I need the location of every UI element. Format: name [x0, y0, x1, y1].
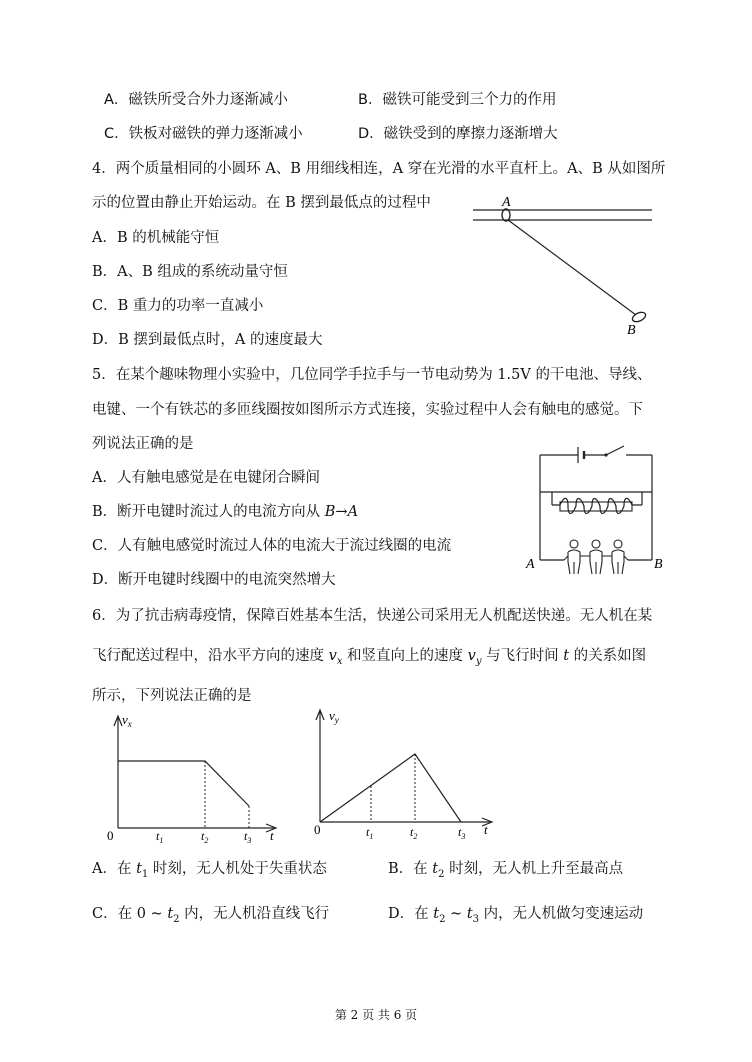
q5-option-a: A．人有触电感觉是在电键闭合瞬间	[92, 470, 320, 486]
vy-curve	[320, 754, 461, 822]
vy-axis-label: $v_y$	[329, 708, 339, 725]
q4-stem-line1: 4．两个质量相同的小圆环 A、B 用细线相连，A 穿在光滑的水平直杆上。A、B 从如图所	[92, 161, 666, 177]
q6-option-d: D．在 $t_2$ ~ $t_3$ 内，无人机做匀变速运动	[388, 906, 644, 925]
vy-t3-label: $t_3$	[458, 825, 466, 841]
q6-stem-line1: 6．为了抗击病毒疫情，保障百姓基本生活，快递公司采用无人机配送快递。无人机在某	[92, 608, 653, 624]
q6-option-b: B．在 $t_2$ 时刻，无人机上升至最高点	[388, 861, 624, 880]
q6-option-c: C．在 0 ~ $t_2$ 内，无人机沿直线飞行	[92, 906, 330, 925]
q5-stem-line1: 5．在某个趣味物理小实验中，几位同学手拉手与一节电动势为 1.5V 的干电池、导线、	[92, 367, 652, 383]
q5-option-c: C．人有触电感觉时流过人体的电流大于流过线圈的电流	[92, 538, 452, 554]
q4-option-c: C．B 重力的功率一直减小	[92, 298, 264, 314]
page-footer: 第 2 页 共 6 页	[334, 1008, 418, 1022]
q4-option-d: D．B 摆到最低点时，A 的速度最大	[92, 332, 323, 348]
q6-stem-line2: 飞行配送过程中，沿水平方向的速度 $v_x$ 和竖直向上的速度 $v_y$ 与飞行时间 t 的关系如图	[92, 648, 647, 667]
q3-option-b: B．磁铁可能受到三个力的作用	[358, 92, 557, 108]
q5-stem-line2: 电键、一个有铁芯的多匝线圈按如图所示方式连接，实验过程中人会有触电的感觉。下	[92, 402, 643, 418]
switch-blade	[606, 446, 624, 455]
iron-core	[560, 502, 632, 511]
vy-t1-label: $t_1$	[366, 825, 374, 841]
vx-axis-label: $v_x$	[122, 712, 132, 729]
q5-option-b: B．断开电键时流过人的电流方向从 B→A	[92, 504, 359, 520]
vx-t2-label: $t_2$	[201, 829, 209, 845]
q3-option-a: A．磁铁所受合外力逐渐减小	[104, 92, 288, 108]
q5-label-b: B	[654, 557, 663, 572]
q5-circuit-figure	[520, 440, 665, 575]
vx-t1-label: $t_1$	[156, 829, 164, 845]
vx-t3-label: $t_3$	[244, 829, 252, 845]
q4-label-b: B	[627, 323, 636, 338]
vx-t-axis-label: t	[270, 828, 274, 843]
q4-option-a: A．B 的机械能守恒	[92, 230, 220, 246]
q3-option-c: C．铁板对磁铁的弹力逐渐减小	[104, 126, 303, 142]
q6-vx-graph	[104, 706, 289, 846]
q5-label-a: A	[526, 557, 535, 572]
people-holding-hands-icon	[564, 540, 628, 574]
vy-t-axis-label: t	[484, 822, 488, 837]
q6-option-a: A．在 $t_1$ 时刻，无人机处于失重状态	[92, 861, 327, 880]
q6-vy-graph	[314, 700, 499, 845]
q3-option-d: D．磁铁受到的摩擦力逐渐增大	[358, 126, 558, 142]
vy-origin-label: 0	[314, 822, 321, 837]
q5-option-d: D．断开电键时线圈中的电流突然增大	[92, 572, 336, 588]
vy-t2-label: $t_2$	[410, 825, 418, 841]
q4-option-b: B．A、B 组成的系统动量守恒	[92, 264, 288, 280]
vx-curve	[118, 761, 249, 806]
q5-stem-line3: 列说法正确的是	[92, 436, 194, 452]
vx-origin-label: 0	[107, 828, 114, 843]
q4-label-a: A	[502, 195, 511, 210]
q4-rod-pendulum-figure	[470, 190, 660, 340]
q4-stem-line2: 示的位置由静止开始运动。在 B 摆到最低点的过程中	[92, 195, 431, 211]
q6-stem-line3: 所示，下列说法正确的是	[92, 688, 252, 704]
